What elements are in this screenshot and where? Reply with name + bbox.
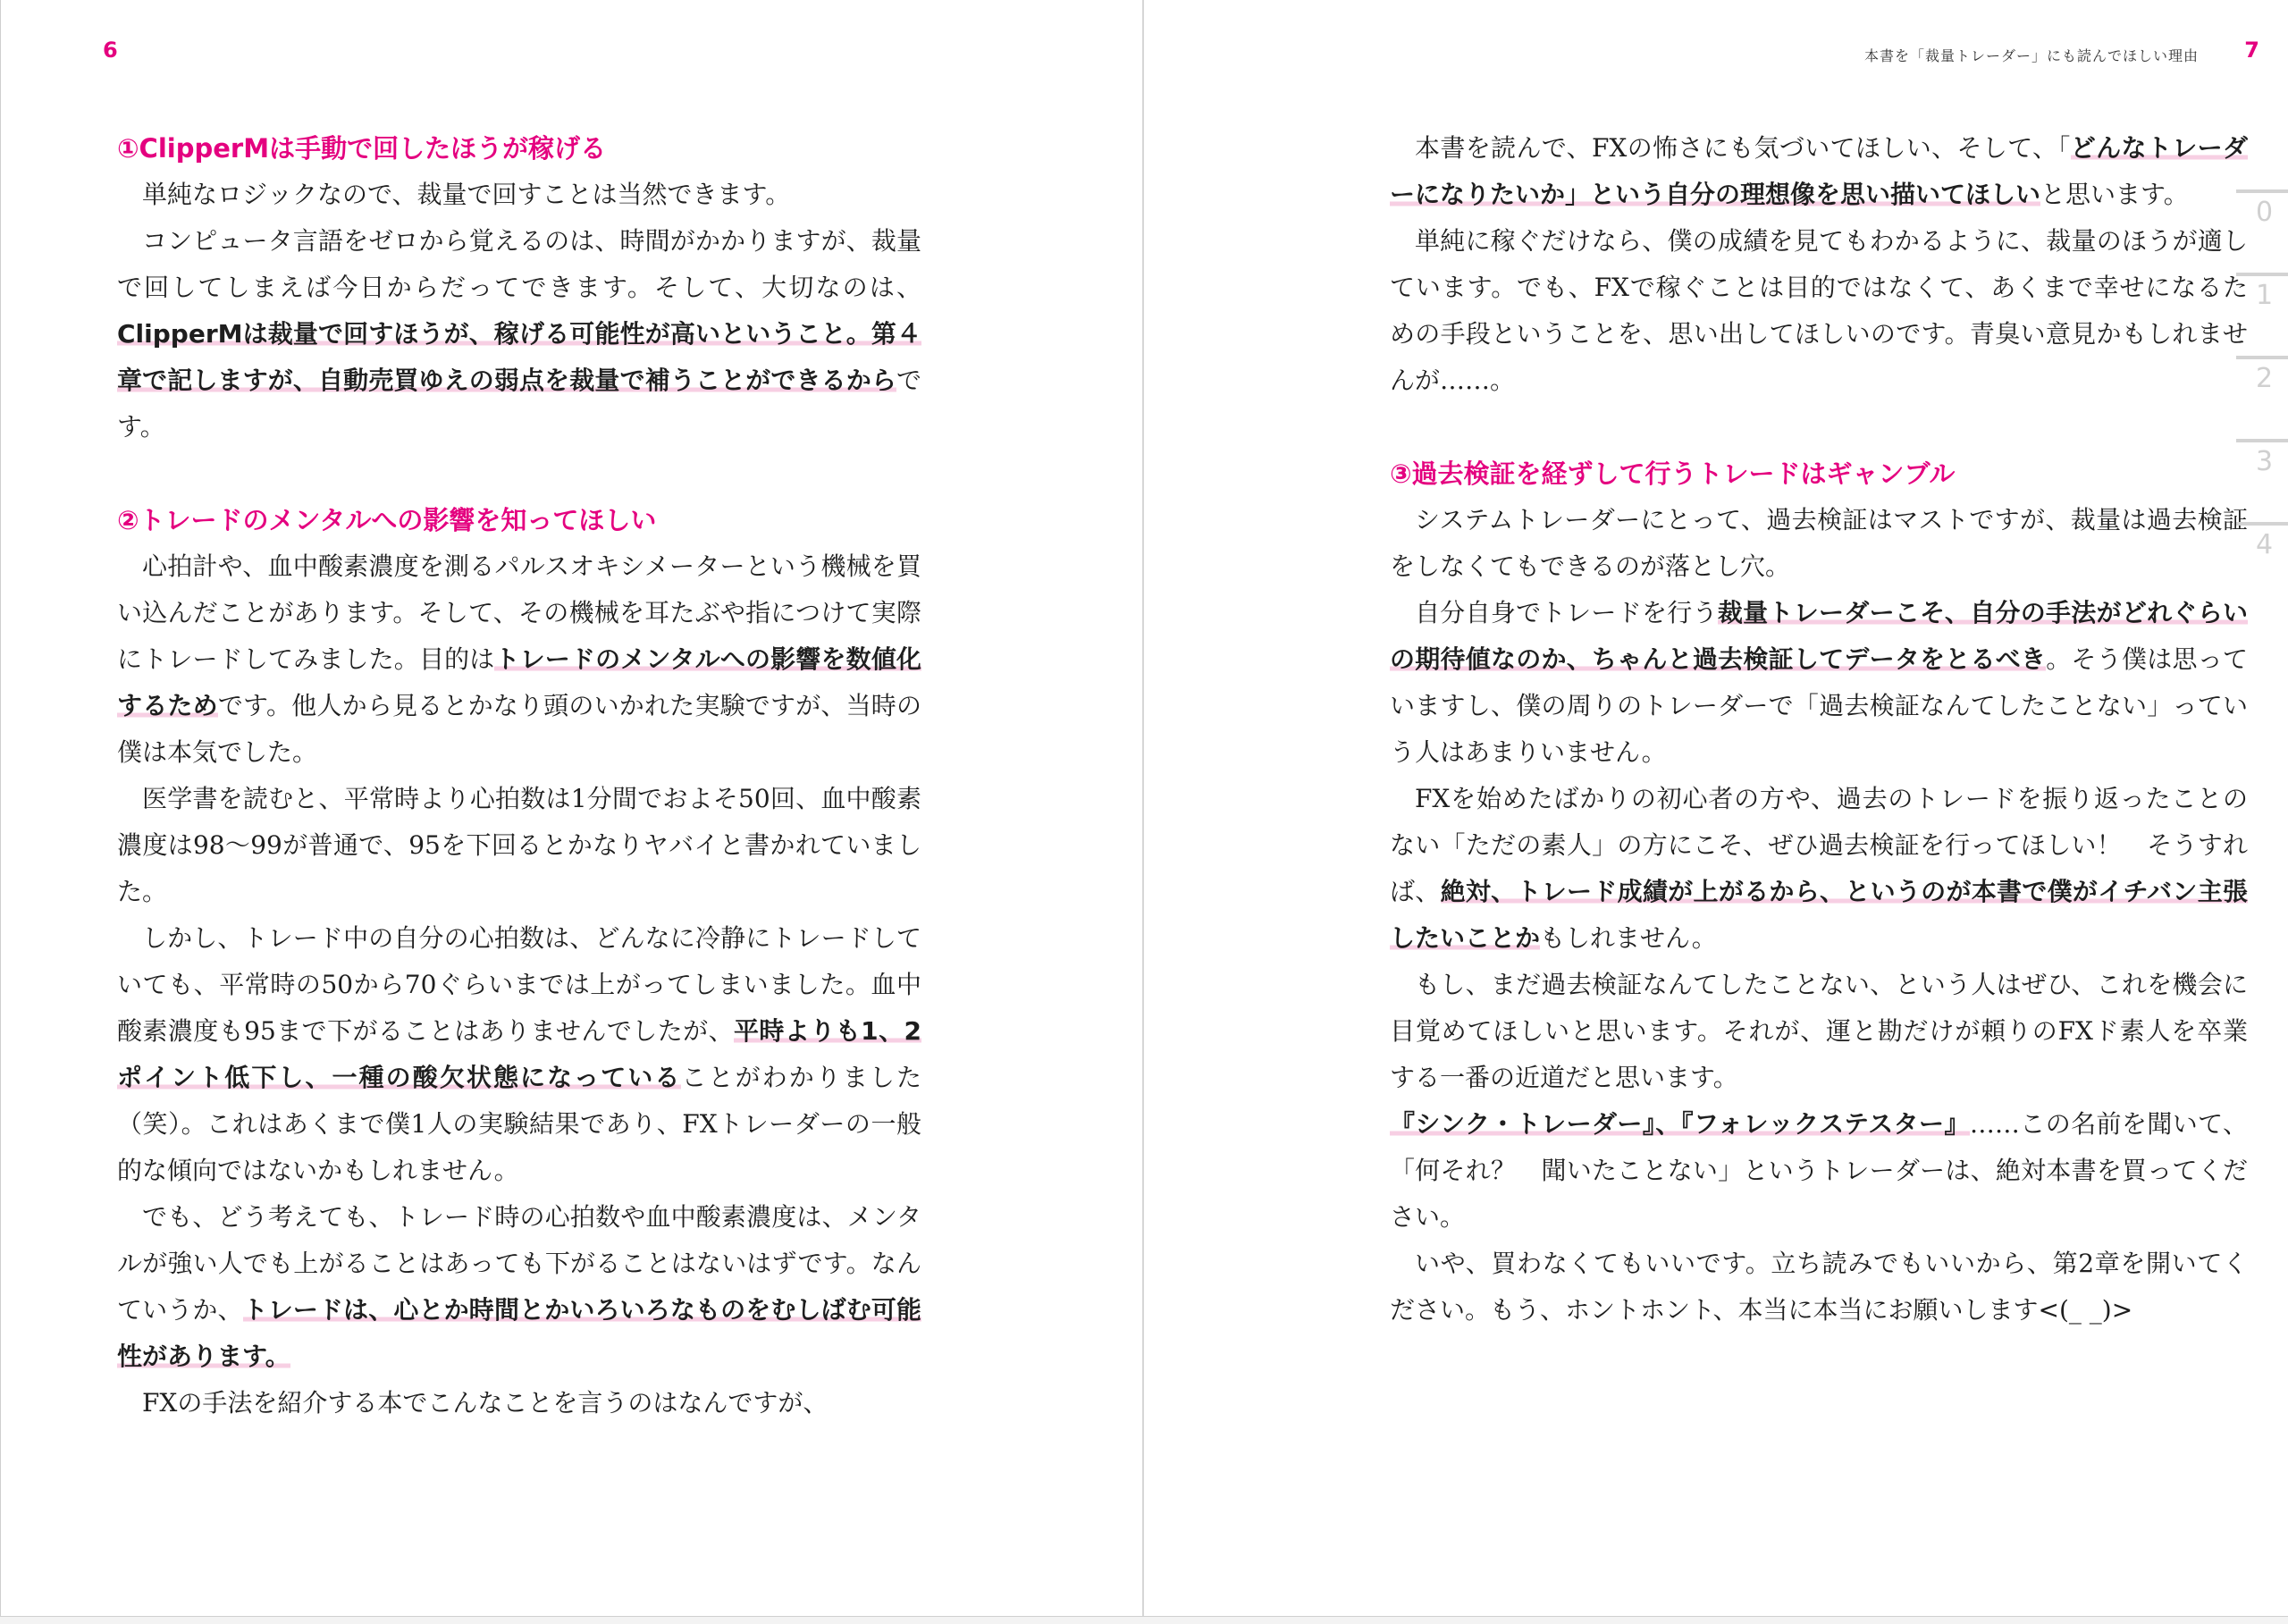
body-text: FXの手法を紹介する本でこんなことを言うのはなんですが、 — [142, 1388, 829, 1418]
body-text: コンピュータ言語をゼロから覚えるのは、時間がかかりますが、裁量で回してしまえば今日からだってできます。そして、大切なのは、 — [117, 226, 921, 302]
right-page — [1144, 0, 2288, 1616]
body-text: でも、どう考えても、トレード時の心拍数や血中酸素濃度は、メンタルが強い人でも上がることはあっても下がることはないはずです。なんていうか、 — [117, 1202, 921, 1325]
section-gap — [117, 450, 921, 497]
body-text: 心拍計や、血中酸素濃度を測るパルスオキシメーターという機械を買い込んだことがあります。そして、その機械を耳たぶや指につけて実際にトレードしてみました。目的は — [117, 551, 921, 674]
body-paragraph — [1390, 1101, 2248, 1241]
body-text: しかし、トレード中の自分の心拍数は、どんなに冷静にトレードしていても、平常時の50から70ぐらいまでは上がってしまいました。血中酸素濃度も95まで下がることはありませんでしたが、 — [117, 923, 921, 1046]
highlighted-text: 絶対、トレード成績が上がるから、というのが本書で僕がイチバン主張したいことか — [1390, 877, 2248, 953]
body-paragraph — [117, 915, 921, 1194]
body-paragraph — [1390, 497, 2248, 590]
body-text: 単純に稼ぐだけなら、僕の成績を見てもわかるように、裁量のほうが適しています。でも、FXで稼ぐことは目的ではなくて、あくまで幸せになるための手段ということを、思い出してほしいのです。青臭い意見かもしれませんが……。 — [1390, 226, 2248, 395]
chapter-tab-2: 2 — [2236, 356, 2288, 439]
body-paragraph — [1390, 218, 2248, 404]
body-paragraph — [117, 1380, 921, 1426]
highlighted-text: 平時よりも1、2ポイント低下し、一種の酸欠状態になっている — [117, 1016, 921, 1092]
body-text: 。そう僕は思っていますし、僕の周りのトレーダーで「過去検証なんてしたことない」っていう人はあまりいません。 — [1390, 644, 2248, 767]
body-text: です。他人から見るとかなり頭のいかれた実験ですが、当時の僕は本気でした。 — [117, 691, 921, 767]
section-heading: ②トレードのメンタルへの影響を知ってほしい — [117, 505, 657, 535]
highlighted-text: 裁量トレーダーこそ、自分の手法がどれぐらいの期待値なのか、ちゃんと過去検証してデータをとるべき — [1390, 598, 2248, 674]
body-paragraph — [117, 218, 921, 450]
body-paragraph — [1390, 1241, 2248, 1334]
body-paragraph — [1390, 776, 2248, 962]
highlighted-text: トレードは、心とか時間とかいろいろなものをむしばむ可能性があります。 — [117, 1295, 921, 1371]
body-text: 自分自身でトレードを行う — [1415, 598, 1718, 627]
section-gap — [1390, 404, 2248, 450]
body-text: 本書を読んで、FXの怖さにも気づいてほしい、そして、「 — [1415, 133, 2071, 163]
chapter-tab-0: 0 — [2236, 189, 2288, 273]
body-text: です。 — [117, 366, 921, 442]
highlighted-text: どんなトレーダーになりたいか」という自分の理想像を思い描いてほしい — [1390, 133, 2248, 209]
body-paragraph — [1390, 125, 2248, 218]
body-text: もしれません。 — [1540, 923, 1717, 953]
body-text: ことがわかりました（笑）。これはあくまで僕1人の実験結果であり、FXトレーダーの一般的な傾向ではないかもしれません。 — [117, 1063, 921, 1185]
page-number-right: 7 — [2244, 38, 2259, 63]
body-text: 単純なロジックなので、裁量で回すことは当然できます。 — [142, 180, 791, 209]
page-number-left: 6 — [103, 38, 118, 63]
highlighted-text: ClipperMは裁量で回すほうが、稼げる可能性が高いということ。第４章で記しますが、自動売買ゆえの弱点を裁量で補うことができるから — [117, 319, 921, 395]
left-page-text — [117, 125, 921, 1426]
body-text: システムトレーダーにとって、過去検証はマストですが、裁量は過去検証をしなくてもできるのが落とし穴。 — [1390, 505, 2248, 581]
body-paragraph — [117, 543, 921, 776]
chapter-tab-1: 1 — [2236, 273, 2288, 356]
body-paragraph — [117, 172, 921, 218]
running-head: 本書を「裁量トレーダー」にも読んでほしい理由 — [1863, 47, 2199, 64]
body-text: と思います。 — [2040, 180, 2189, 209]
highlighted-text: 『シンク・トレーダー』、『フォレックステスター』 — [1390, 1109, 1970, 1139]
body-text: 医学書を読むと、平常時より心拍数は1分間でおよそ50回、血中酸素濃度は98～99が普通で、95を下回るとかなりヤバイと書かれていました。 — [117, 784, 921, 906]
chapter-tab-3: 3 — [2236, 439, 2288, 522]
body-paragraph — [1390, 962, 2248, 1101]
section-heading: ①ClipperMは手動で回したほうが稼げる — [117, 133, 607, 164]
left-page — [0, 0, 1143, 1616]
right-page-text — [1390, 125, 2248, 1334]
body-paragraph — [117, 1194, 921, 1380]
body-text: いや、買わなくてもいいです。立ち読みでもいいから、第2章を開いてください。もう、ホントホント、本当に本当にお願いします<(_ _)> — [1390, 1249, 2248, 1325]
body-paragraph — [1390, 590, 2248, 776]
body-paragraph — [117, 776, 921, 915]
highlighted-text: トレードのメンタルへの影響を数値化するため — [117, 644, 921, 720]
section-heading: ③過去検証を経ずして行うトレードはギャンブル — [1390, 459, 1956, 489]
body-text: ……この名前を聞いて、「何それ？ 聞いたことない」というトレーダーは、絶対本書を買ってください。 — [1390, 1109, 2248, 1232]
body-text: もし、まだ過去検証なんてしたことない、という人はぜひ、これを機会に目覚めてほしいと思います。それが、運と勘だけが頼りのFXド素人を卒業する一番の近道だと思います。 — [1390, 970, 2248, 1092]
chapter-tab-4: 4 — [2236, 522, 2288, 605]
chapter-index-tabs — [2236, 189, 2288, 605]
body-text: FXを始めたばかりの初心者の方や、過去のトレードを振り返ったことのない「ただの素人」の方にこそ、ぜひ過去検証を行ってほしい！ そうすれば、 — [1390, 784, 2248, 906]
